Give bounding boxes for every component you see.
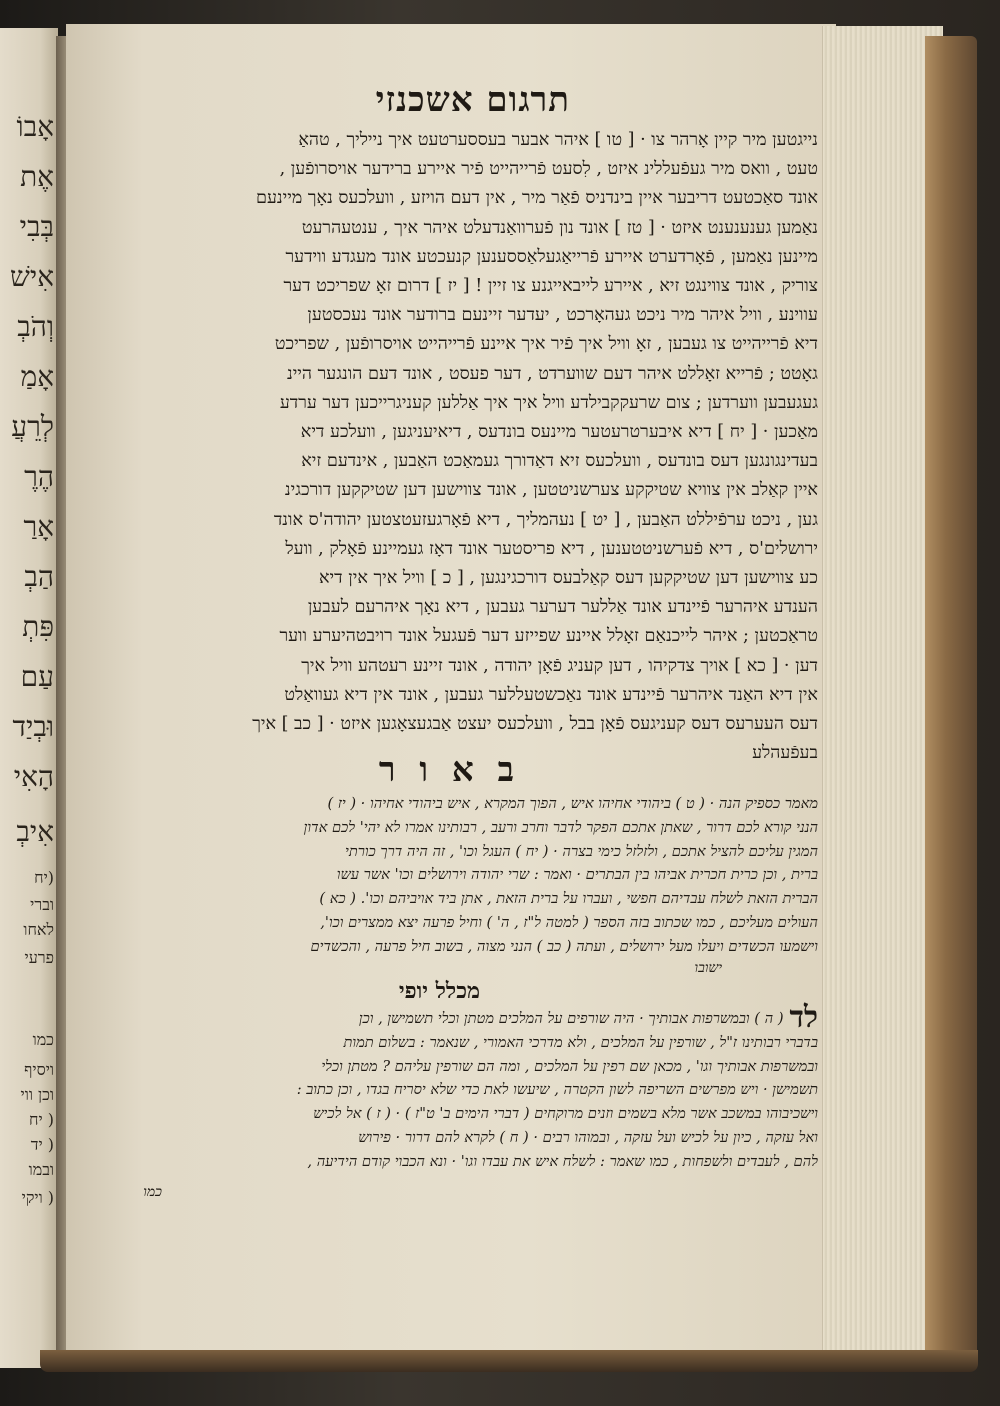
left-page-text-fragment: הַבְ <box>24 560 54 593</box>
left-page-text-fragment: הֶרֶ <box>24 460 54 493</box>
mikhlal-line: תשמישן · ויש מפרשים השריפה לשון הקטרה , שיעשו לאת כדי שלא יסריח בגדו , וכן כתוב : <box>296 1081 818 1099</box>
targum-line: גען , ניכט ערפֿיללט האַבען , [ יט ] נעהמליך , דיא פֿאָרגעזעטצטען יהודה'ס אונד <box>273 509 818 530</box>
targum-line: גאָטט ; פֿרייא זאָללט איהר דעם שווערדט , דער פעסט , אונד דעם הונגער היינ <box>286 363 818 384</box>
book-cover-bottom <box>40 1350 978 1372</box>
targum-line: מיינען נאַמען , פֿאָרדערט איירע פֿרייאַגעלאַססענען קנעכטע אונד מעגדע ווידער <box>285 246 818 267</box>
left-page-text-fragment: ובמו <box>28 1160 54 1179</box>
biur-line: המגין עליכם להציל אתכם , ולזלזל כימי בצרה · ( יח ) העגל וכו' , זה היה דרך כורתי <box>345 842 818 860</box>
left-page-text-fragment: לְרֵעֲ <box>11 410 54 443</box>
biur-line: ברית , וכן כרית חכרית אביהו בין הבתרים · ואמר : שרי יהודה וירושלים וכו' אשר עשו <box>336 866 818 884</box>
targum-line: מאַכען · [ יח ] דיא איבערטרעטער מיינעס בונדעס , דיאיעניגען , וועלכע דיא <box>300 422 818 443</box>
targum-line: עווינע , וויל איהר מיר ניכט געהאָרכט , יעדער זיינעם ברודער אונד נעכסטען <box>307 305 818 326</box>
left-page-text-fragment: אִיבְ <box>16 815 54 848</box>
mikhlal-line: ואל עזקה , כיון על לכיש ועל עזקה , ובמוהו רבים · ( ח ) לקרא להם דרור · פירוש <box>358 1128 818 1146</box>
left-page-text-fragment: לאחו <box>23 920 54 939</box>
targum-translation-text <box>100 126 818 768</box>
catchword: ישובו <box>694 960 722 976</box>
targum-line: נייגטען מיר קיין אָרהר צו · [ טו ] איהר אבער בעססערטעט איך נייליך , טהאַ <box>298 130 818 150</box>
left-page-text-fragment: וְהֹבְ <box>17 310 54 343</box>
left-page-text-fragment: וּבְיַד <box>12 710 54 743</box>
left-page-text-fragment: בְּבִי <box>19 210 54 243</box>
left-page-text-fragment: ( ויקי <box>21 1188 54 1207</box>
mikhlal-line: ובמשרפות אבותיך וגו' , מכאן שם רפין על המלכים , ומה הם שורפין עליהם ? מטתן וכלי <box>321 1057 818 1075</box>
left-page-text-fragment: אִישׁ <box>10 260 54 293</box>
left-page-text-fragment: ויסיף <box>24 1060 54 1079</box>
mikhlal-line: וישכיבוהו במשכב אשר מלא בשמים וזנים מרוקחים ( דברי הימים ב' ט"ז ) · ( ז ) אל לכיש <box>313 1105 818 1123</box>
mikhlal-line: בדברי רבותינו ז"ל , שורפין על המלכים , ולא מדרכי האמורי , שנאמר : בשלום תמות <box>343 1033 818 1051</box>
targum-line: דעס העערעס דעס קעניגעס פֿאָן בבל , וועלכעס יעצט אַבגעצאָגען איזט · [ כב ] איך <box>252 714 818 735</box>
chapter-reference-word: לד <box>789 1000 818 1035</box>
targum-line: טעט , וואס מיר געפֿעללינ איזט , לִסעט פֿרייהייט פֿיר איירע ברידער אויסרופֿען , <box>279 159 818 180</box>
targum-line: בעפֿעהלע <box>752 743 818 764</box>
left-page-fragment <box>0 28 58 1368</box>
targum-line: אונד סאַכטעט דריבער איין בינדניס פֿאַר מיר , אין דעם הויזע , וועלכעס נאָך מיינעם <box>255 188 818 209</box>
biur-line: מאמר כספיק הנה · ( ט ) ביהודי אחיהו איש , הפוך המקרא , איש ביהודי אחיהו · ( יז ) <box>327 795 818 812</box>
targum-line: איין קאַלב אין צוויא שטיקקע צערשניטטען , אונד צווישען דען שטיקקען דורכגינ <box>284 480 818 501</box>
targum-line: ירושלים'ס , דיא פֿערשניטטענען , דיא פריסטער אונד דאָז געמיינע פֿאָלק , וועל <box>285 538 818 559</box>
mikhlal-line: להם , לעבדים ולשפחות , כמו שאמר : לשלח איש את עבדו וגו' · ונא הכבוי קודם הידיעה , <box>307 1152 818 1170</box>
mikhlal-yofi-commentary-text <box>100 1000 818 1174</box>
biur-line: הברית הזאת לשלח עבדיהם חפשי , ועברו על ברית הזאת , אתן ביד אויביהם וכו'. ( כא ) <box>319 890 818 908</box>
biur-line: העולים מעליכם , כמו שכתוב בזה הספר ( למטה ל"ז , ה' ) וחיל פרעה יצא ממצרים וכו', <box>320 913 818 931</box>
left-page-text-fragment: אֶת <box>20 160 54 193</box>
left-page-text-fragment: פרעי <box>24 948 54 967</box>
targum-line: געגעבען ווערדען ; צום שרעקקבילדע וויל איך איך אַללען קעניגרייכען דער ערדע <box>279 392 818 413</box>
left-page-text-fragment: אָרַ <box>23 510 54 543</box>
left-page-text-fragment: (יח <box>34 868 54 887</box>
targum-line: בעדינגונגען דעס בונדעס , וועלכעס זיא דאַדורך געמאַכט האַבען , אינדעם זיא <box>301 451 818 472</box>
biur-commentary-text <box>104 792 818 959</box>
left-page-text-fragment: הָאִי <box>13 760 54 793</box>
biur-line: וישמעו הכשדים ויעלו מעל ירושלים , ועתה ( כב ) הנני מצוה , בשוב חיל פרעה , והכשדים <box>310 937 818 955</box>
biur-heading: ב א ו ר <box>378 750 520 790</box>
left-page-text-fragment: ( יח <box>29 1110 54 1129</box>
targum-line: צוריק , אונד צווינגט זיא , איירע לייבאייגנע צו זיין ! [ יז ] דרום זאָ שפריכט דער <box>283 276 818 297</box>
left-page-text-fragment: פִּתְ <box>22 610 54 643</box>
left-page-text-fragment: אָבוֹ <box>16 110 54 143</box>
left-page-text-fragment: כמו <box>32 1030 54 1049</box>
targum-line: נאַמען גענענענט איזט · [ טז ] אונד נון פֿערוואַנדעלט איהר איך , ענטעהרעט <box>301 217 818 238</box>
targum-line: אין דיא האַנד איהרער פֿיינדע אונד נאַכשטעללער געבען , אונד אין דיא געוואַלט <box>284 684 818 705</box>
biur-line: הנני קורא לכם דרור , שאתן אתכם הפקר לדבר וחרב ורעב , רבותינו אמרו לא יהי' לכם אדון <box>303 818 818 836</box>
targum-line: טראַכטען ; איהר לייכנאַם זאָלל איינע שפייזע דער פֿעגעל אונד רויבטהיערע ווער <box>279 626 818 647</box>
book-cover-edge <box>925 36 977 1358</box>
left-page-text-fragment: וכן ווי <box>20 1085 54 1104</box>
mikhlal-line: לד( ה ) ובמשרפות אבותיך · היה שורפים על המלכים מטתן וכלי תשמישן , וכן <box>358 1000 818 1035</box>
catchword: כמו <box>143 1184 162 1200</box>
targum-line: דען · [ כא ] אויך צדקיהו , דען קעניג פֿאָן יהודה , אונד זיינע רעטהע וויל איך <box>301 655 818 676</box>
running-title: תרגום אשכנזי <box>375 80 570 120</box>
left-page-text-fragment: וברי <box>30 895 54 914</box>
targum-line: הענדע איהרער פֿיינדע אונד אַללער דערער געבען , דיא נאָך איהרעם לעבען <box>307 597 818 618</box>
mikhlal-yofi-heading: מכלל יופי <box>398 978 480 1004</box>
targum-line: כע צווישען דען שטיקקען דעס קאַלבעס דורכגינגען , [ כ ] וויל איך אין דיא <box>319 568 818 589</box>
left-page-text-fragment: עַם <box>20 660 54 693</box>
targum-line: דיא פֿרייהייט צו געבען , זאָ וויל איך פֿיר איך איינע פֿרייהייט אויסרופֿען , שפריכט <box>274 334 818 355</box>
left-page-text-fragment: ( יד <box>30 1135 54 1154</box>
left-page-text-fragment: אָמַ <box>20 360 54 393</box>
